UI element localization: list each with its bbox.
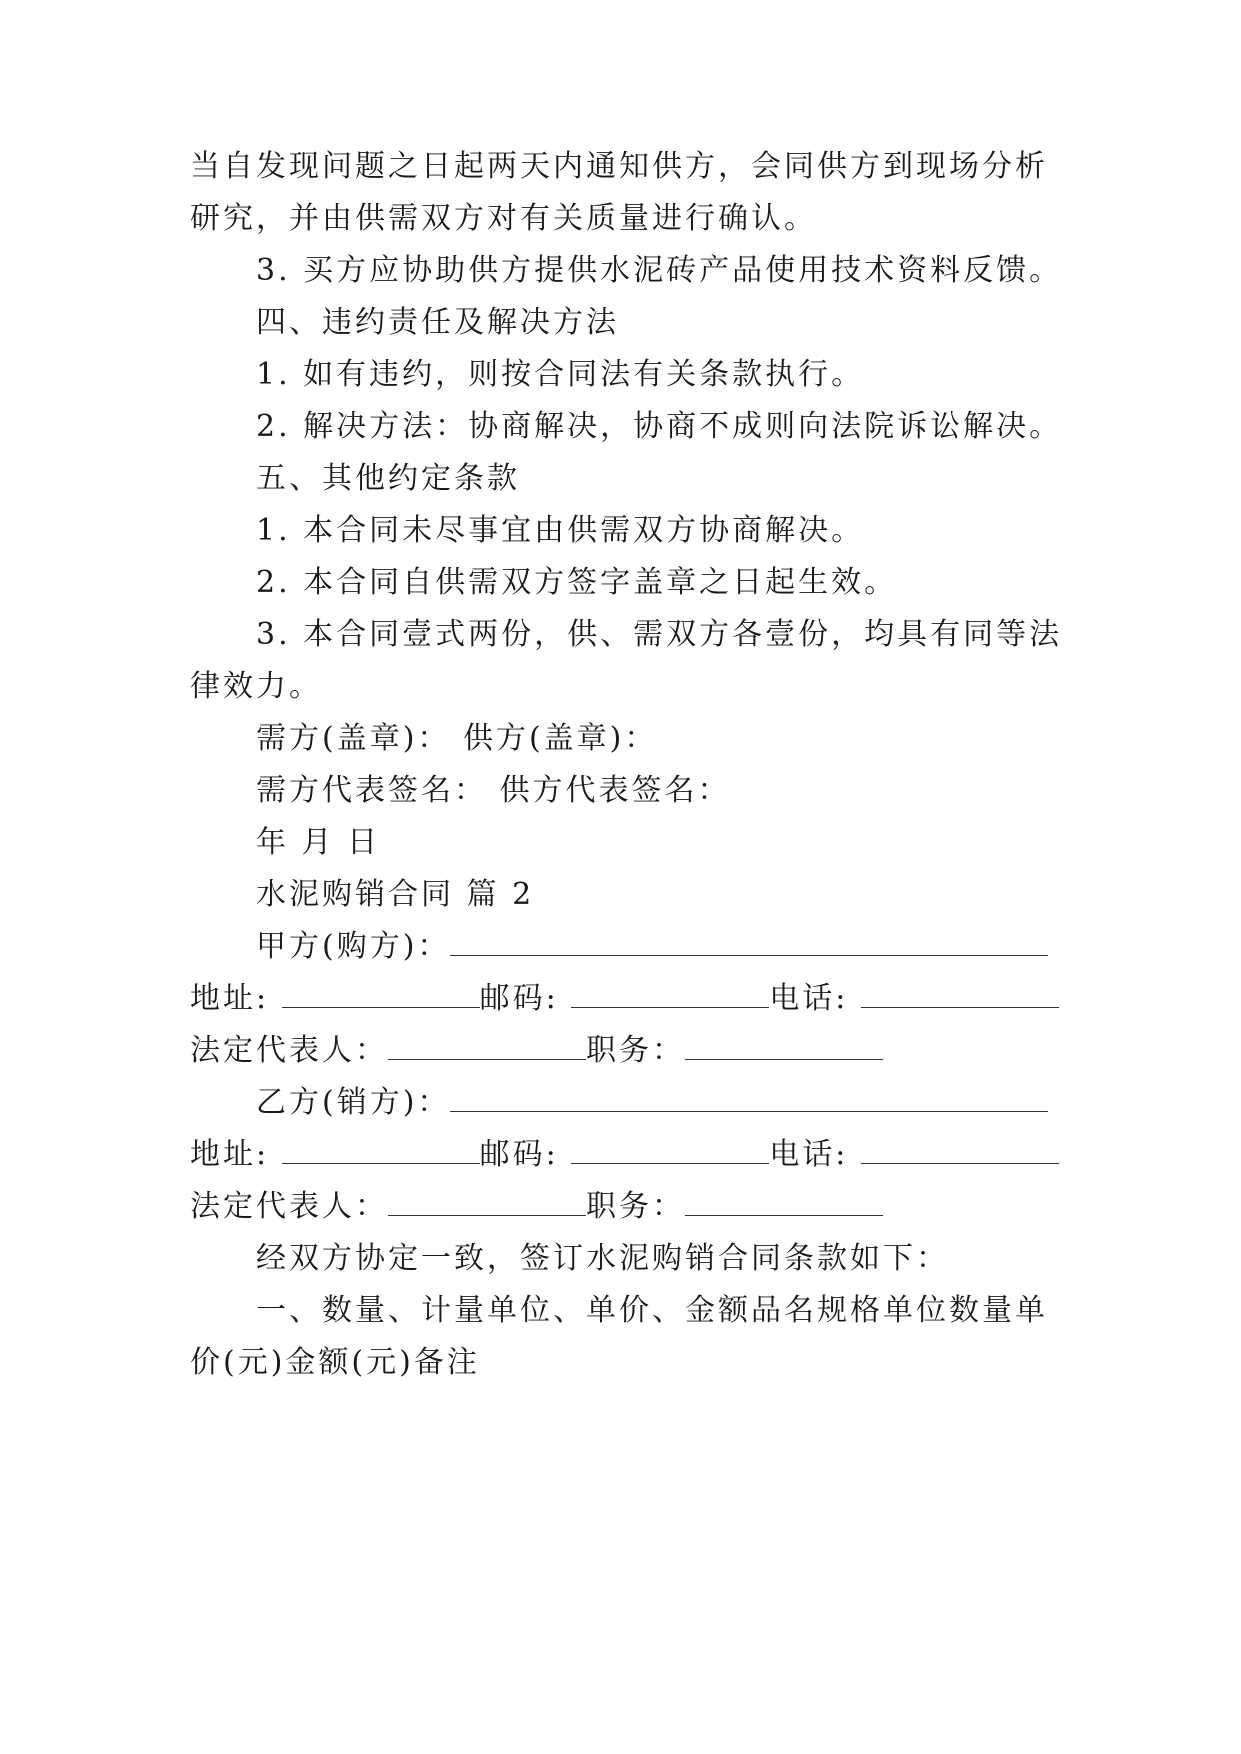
party-b-line	[256, 1083, 1136, 1123]
postcode-label: 邮码:	[479, 981, 559, 1016]
party-a-line	[256, 927, 1136, 967]
party-a-title-field[interactable]	[685, 1033, 883, 1060]
party-a-contact-line	[190, 979, 1070, 1019]
party-a-label: 甲方(购方)：	[256, 929, 451, 964]
party-b-title-field[interactable]	[685, 1189, 883, 1216]
party-b-rep-field[interactable]	[388, 1189, 586, 1216]
postcode-label: 邮码:	[479, 1137, 559, 1172]
clause-item: 1. 本合同未尽事宜由供需双方协商解决。	[256, 513, 865, 548]
phone-label: 电话:	[769, 981, 849, 1016]
address-label: 地址:	[190, 1137, 270, 1172]
date-line: 年 月 日	[256, 825, 381, 860]
legal-rep-label: 法定代表人：	[190, 1033, 388, 1068]
party-b-address-field[interactable]	[282, 1137, 480, 1164]
party-b-label: 乙方(销方)：	[256, 1085, 451, 1120]
address-label: 地址:	[190, 981, 270, 1016]
title-label: 职务：	[586, 1189, 685, 1224]
party-b-rep-line	[190, 1187, 1070, 1227]
clause-item: 1. 如有违约，则按合同法有关条款执行。	[256, 357, 865, 392]
paragraph-line: 律效力。	[190, 669, 322, 704]
clause-item: 3. 本合同壹式两份，供、需双方各壹份，均具有同等法	[256, 617, 1063, 652]
agreement-intro: 经双方协定一致，签订水泥购销合同条款如下：	[256, 1241, 949, 1276]
party-a-phone-field[interactable]	[861, 981, 1059, 1008]
party-a-rep-line	[190, 1031, 1070, 1071]
seal-line: 需方(盖章)： 供方(盖章)：	[256, 721, 658, 756]
paragraph-line: 当自发现问题之日起两天内通知供方，会同供方到现场分析	[190, 149, 1048, 184]
party-b-contact-line	[190, 1135, 1070, 1175]
section-heading: 一、数量、计量单位、单价、金额品名规格单位数量单	[256, 1293, 1048, 1328]
paragraph-line: 价(元)金额(元)备注	[190, 1345, 480, 1380]
clause-item: 2. 解决方法：协商解决，协商不成则向法院诉讼解决。	[256, 409, 1063, 444]
party-b-name-field[interactable]	[450, 1085, 1048, 1112]
phone-label: 电话:	[769, 1137, 849, 1172]
party-a-address-field[interactable]	[282, 981, 480, 1008]
party-a-postcode-field[interactable]	[571, 981, 769, 1008]
paragraph-line: 研究，并由供需双方对有关质量进行确认。	[190, 201, 817, 236]
party-b-phone-field[interactable]	[861, 1137, 1059, 1164]
legal-rep-label: 法定代表人：	[190, 1189, 388, 1224]
section-heading: 四、违约责任及解决方法	[256, 305, 619, 340]
clause-item: 2. 本合同自供需双方签字盖章之日起生效。	[256, 565, 898, 600]
signature-line: 需方代表签名： 供方代表签名：	[256, 773, 731, 808]
party-b-postcode-field[interactable]	[571, 1137, 769, 1164]
clause-item: 3. 买方应协助供方提供水泥砖产品使用技术资料反馈。	[256, 253, 1063, 288]
section-heading: 五、其他约定条款	[256, 461, 520, 496]
party-a-name-field[interactable]	[450, 929, 1048, 956]
party-a-rep-field[interactable]	[388, 1033, 586, 1060]
title-label: 职务：	[586, 1033, 685, 1068]
document-subtitle: 水泥购销合同 篇 2	[256, 877, 535, 912]
